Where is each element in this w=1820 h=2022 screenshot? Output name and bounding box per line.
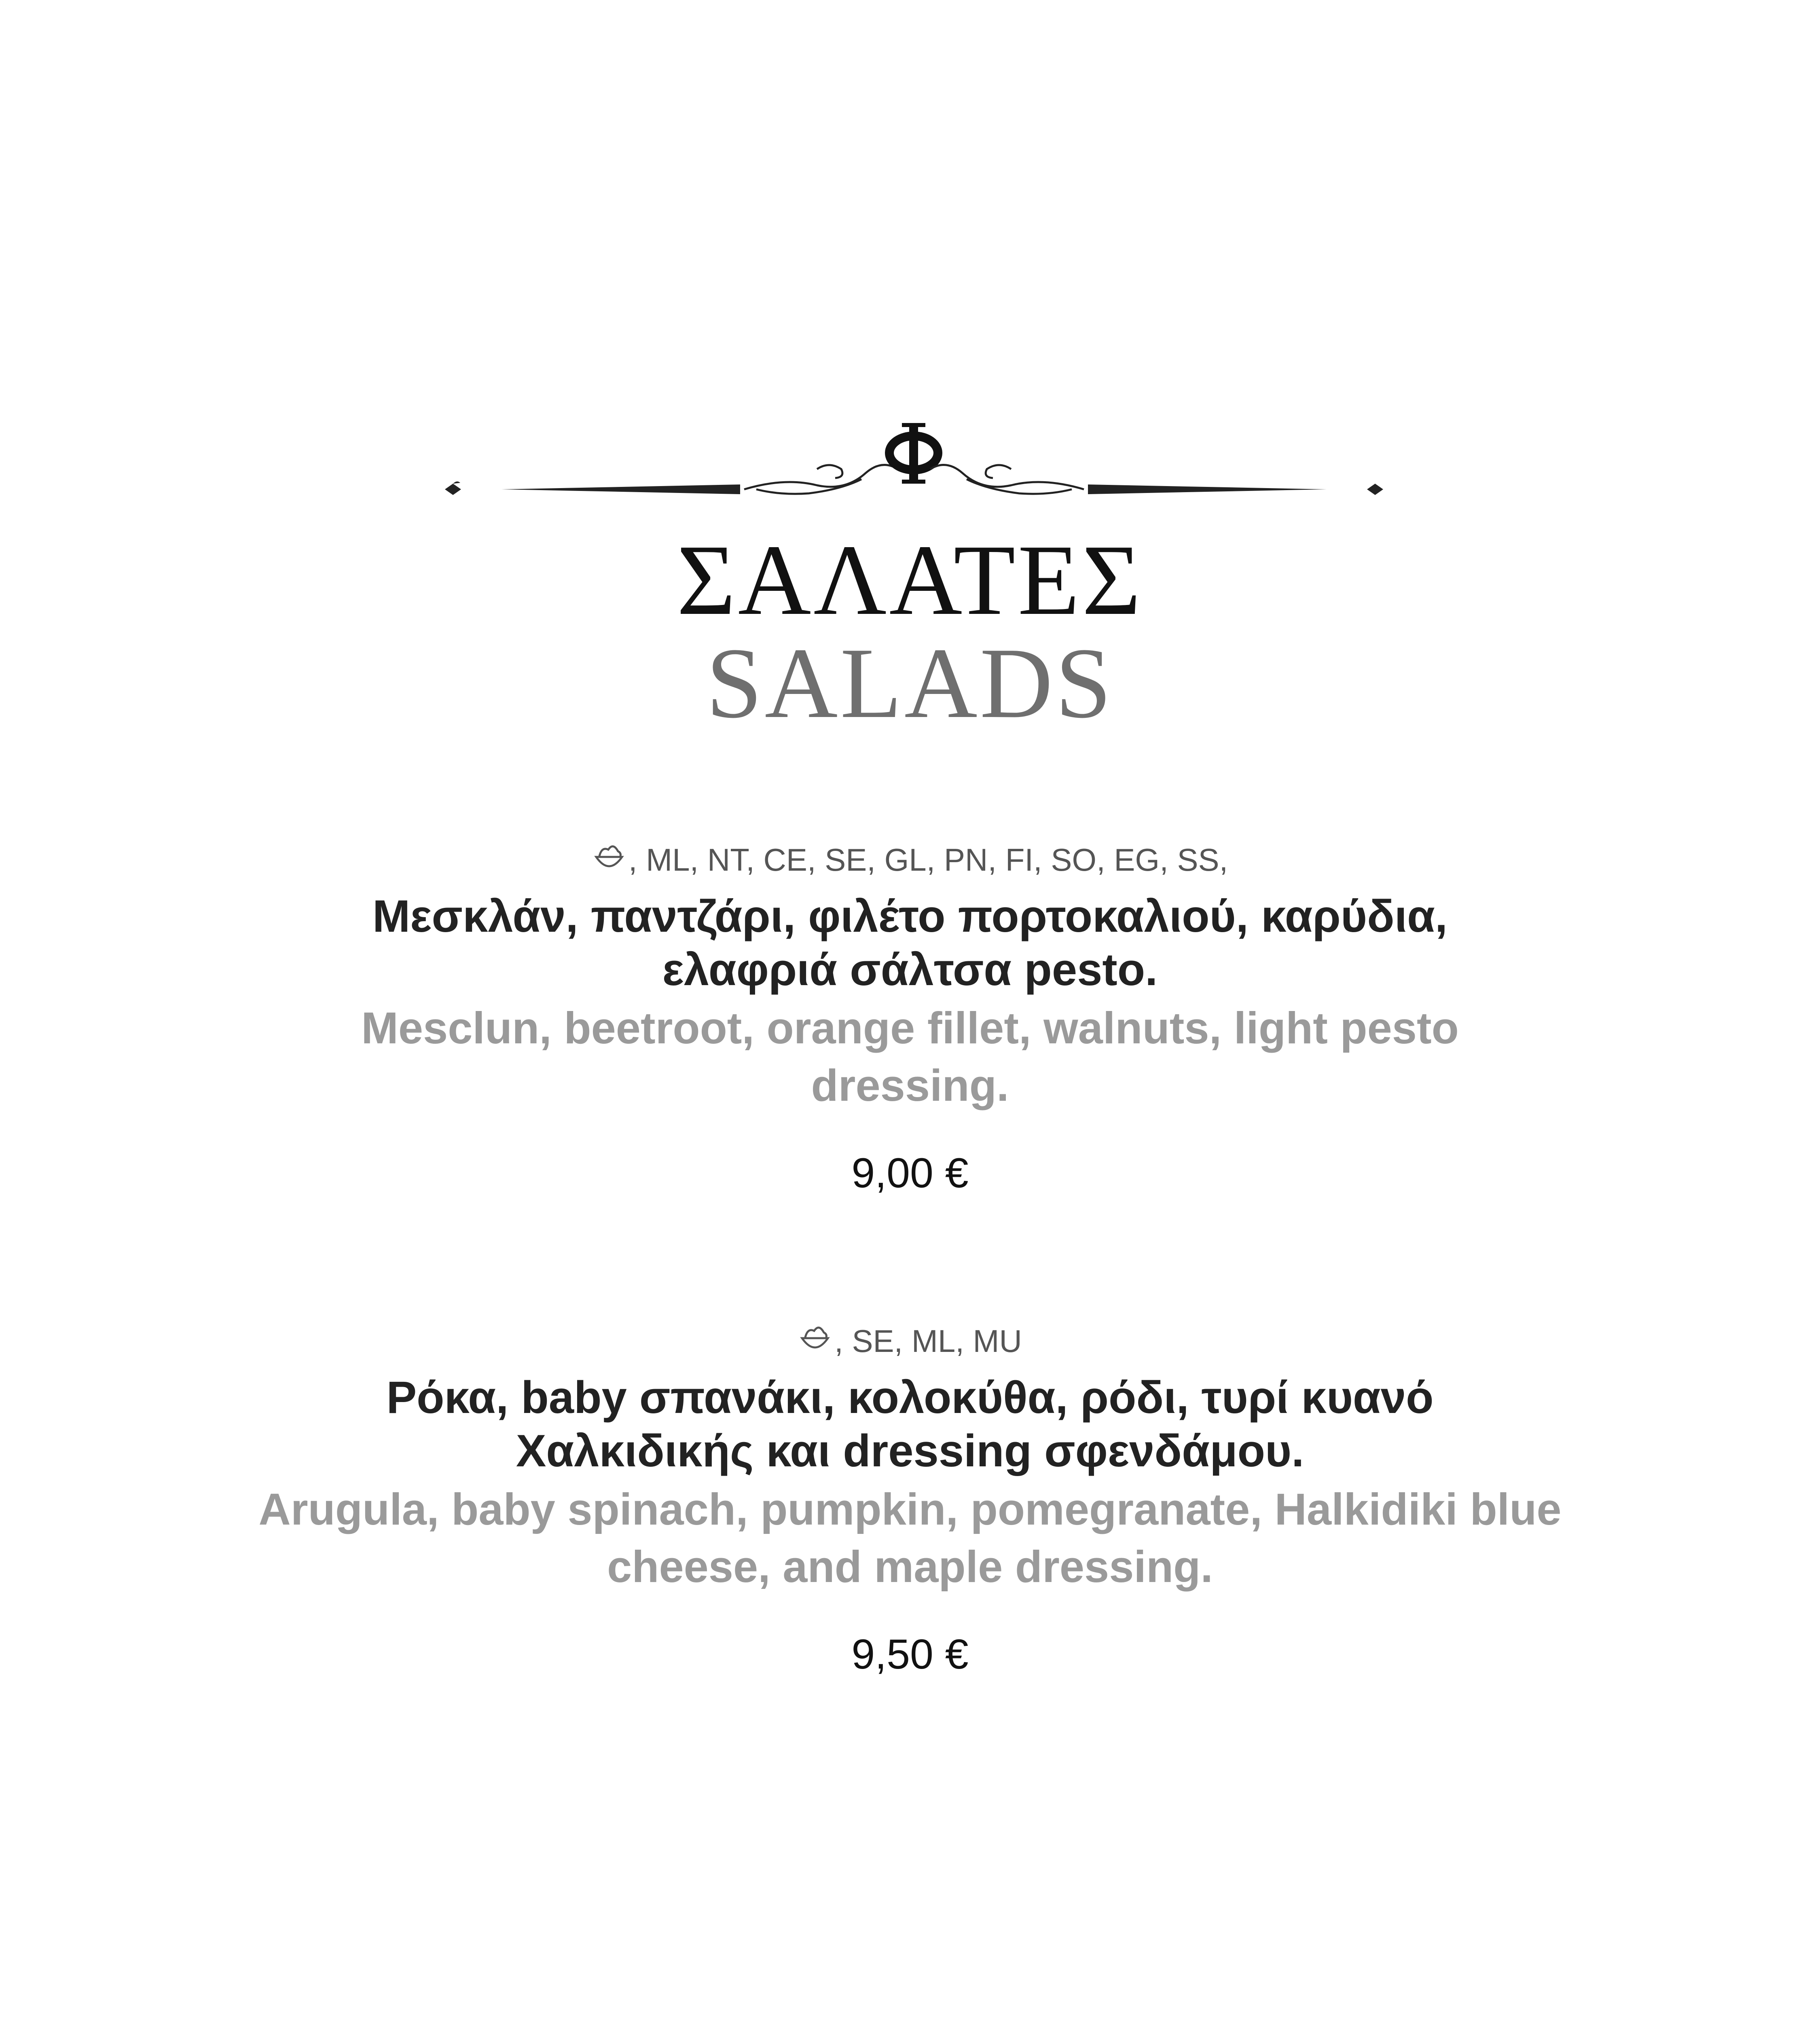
item-description-greek: Ρόκα, baby σπανάκι, κολοκύθα, ρόδι, τυρί κυανό Χαλκιδικής και dressing σφενδάμου. — [386, 1372, 1434, 1476]
salad-bowl-icon — [592, 839, 626, 873]
phi-emblem-icon — [889, 423, 938, 484]
allergen-line — [0, 839, 1820, 880]
right-rule-line — [1088, 484, 1327, 494]
right-fleur-icon — [1367, 484, 1383, 495]
menu-item — [0, 1320, 1820, 1681]
salad-bowl-icon — [798, 1320, 832, 1354]
left-fleur-icon — [445, 481, 461, 495]
left-scroll-icon — [744, 465, 898, 494]
section-title-english: SALADS — [706, 627, 1114, 739]
item-price: 9,50 € — [851, 1631, 969, 1678]
right-scroll-icon — [930, 465, 1084, 494]
allergen-line — [0, 1320, 1820, 1361]
allergen-codes: , SE, ML, MU — [834, 1323, 1022, 1359]
menu-item — [0, 839, 1820, 1199]
header-ornament-divider — [437, 408, 1391, 506]
item-description-english: Mesclun, beetroot, orange fillet, walnuts, light pesto dressing. — [361, 1003, 1459, 1110]
allergen-codes: , ML, NT, CE, SE, GL, PN, FI, SO, EG, SS, — [628, 842, 1228, 878]
item-description-english: Arugula, baby spinach, pumpkin, pomegranate, Halkidiki blue cheese, and maple dressing. — [258, 1485, 1562, 1592]
section-title-greek: ΣΑΛΑΤΕΣ — [677, 524, 1143, 636]
left-rule-line — [502, 484, 740, 494]
item-description-greek: Μεσκλάν, παντζάρι, φιλέτο πορτοκαλιού, καρύδια, ελαφριά σάλτσα pesto. — [372, 891, 1448, 995]
item-price: 9,00 € — [851, 1150, 969, 1197]
